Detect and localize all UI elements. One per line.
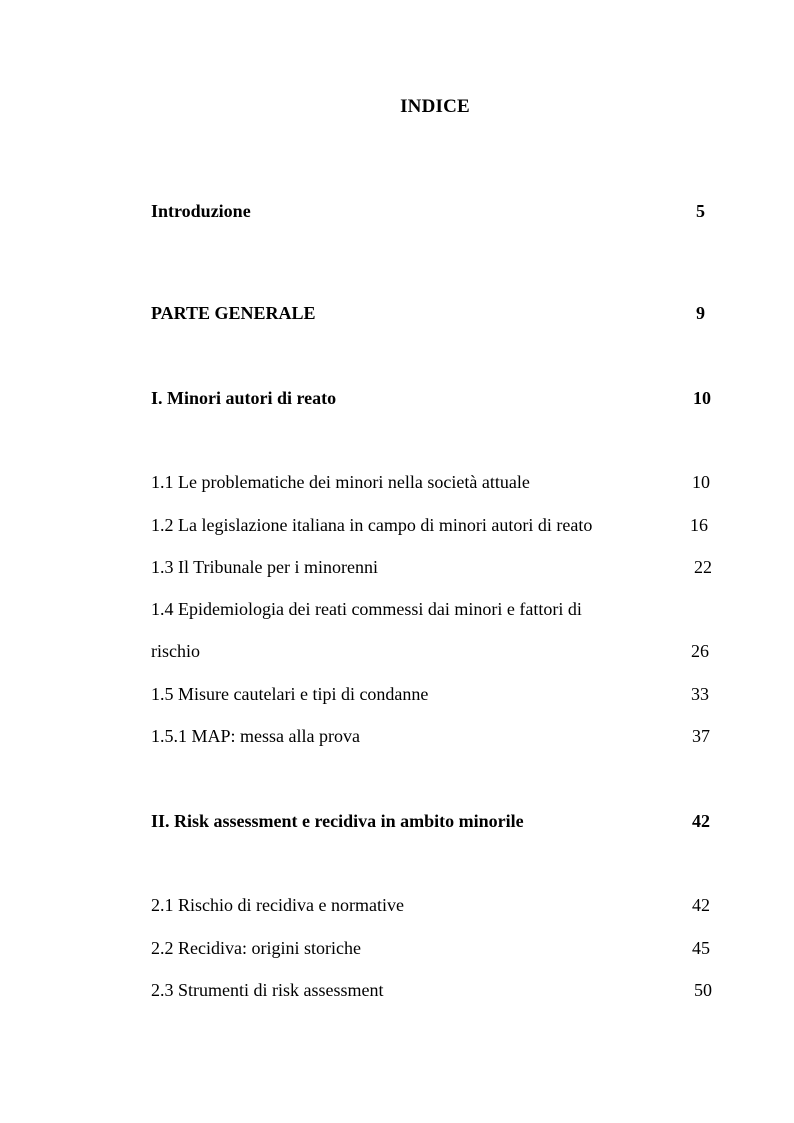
- toc-entry-page: 37: [692, 726, 710, 746]
- toc-entry-label: II. Risk assessment e recidiva in ambito minorile: [151, 811, 524, 831]
- toc-entry-label: 1.2 La legislazione italiana in campo di minori autori di reato: [151, 515, 593, 535]
- toc-entry-label: 1.5 Misure cautelari e tipi di condanne: [151, 684, 429, 704]
- toc-entry-page: 42: [692, 895, 710, 915]
- toc-entry-label: 2.1 Rischio di recidiva e normative: [151, 895, 404, 915]
- toc-entry-label: I. Minori autori di reato: [151, 388, 337, 408]
- toc-entry-label: 2.3 Strumenti di risk assessment: [151, 980, 384, 1000]
- page-title: INDICE: [400, 96, 470, 117]
- toc-entry-page: 26: [691, 641, 709, 661]
- toc-entry-page: 16: [690, 515, 708, 535]
- toc-entry-label: 1.4 Epidemiologia dei reati commessi dai minori e fattori di: [151, 599, 582, 619]
- toc-entry-page: 50: [694, 980, 712, 1000]
- toc-entry-label: 1.1 Le problematiche dei minori nella società attuale: [151, 472, 530, 492]
- toc-entry-page: 22: [694, 557, 712, 577]
- toc-entry-label: 1.3 Il Tribunale per i minorenni: [151, 557, 378, 577]
- toc-entry-page: 45: [692, 938, 710, 958]
- toc-entry-page: 42: [692, 811, 710, 831]
- toc-entry-page: 33: [691, 684, 709, 704]
- toc-entry-label: 2.2 Recidiva: origini storiche: [151, 938, 361, 958]
- toc-entry-label: rischio: [151, 641, 200, 661]
- toc-entry-page: 5: [696, 201, 705, 221]
- toc-entry-page: 10: [693, 388, 711, 408]
- toc-entry-label: PARTE GENERALE: [151, 303, 316, 323]
- toc-entry-page: 10: [692, 472, 710, 492]
- toc-entry-label: 1.5.1 MAP: messa alla prova: [151, 726, 360, 746]
- toc-entry-label: Introduzione: [151, 201, 251, 221]
- toc-entry-page: 9: [696, 303, 705, 323]
